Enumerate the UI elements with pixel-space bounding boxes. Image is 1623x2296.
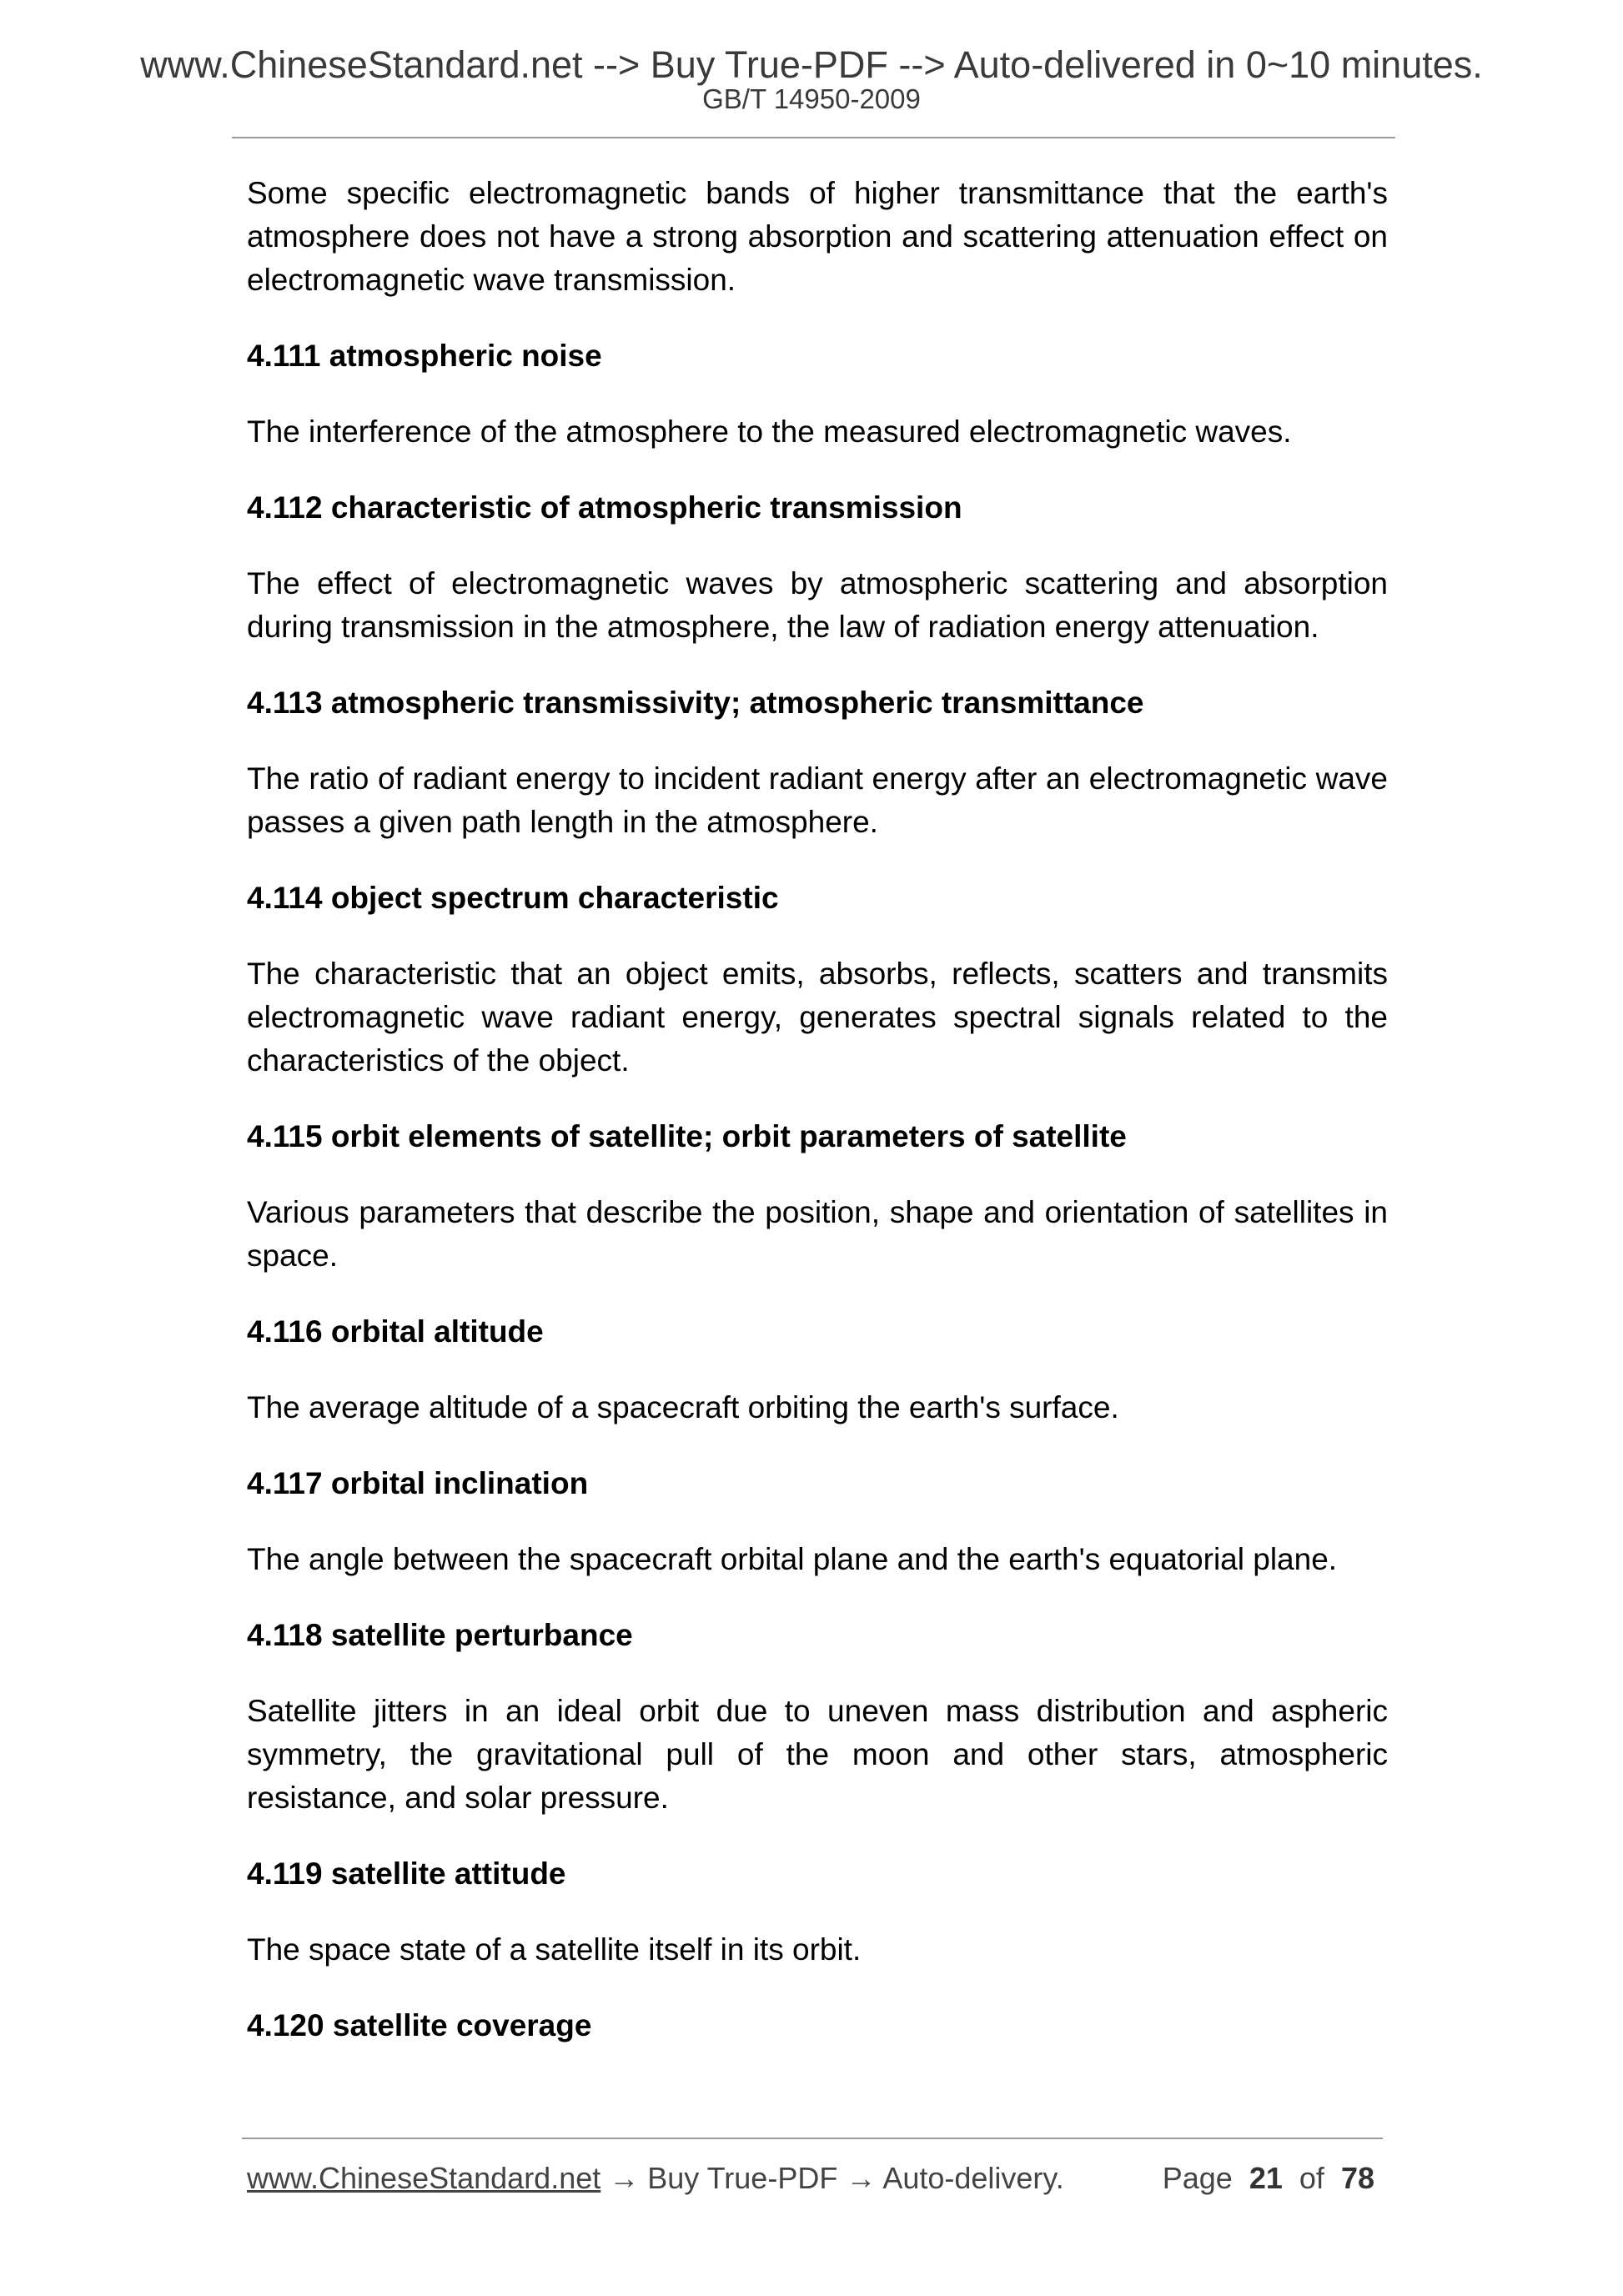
definition-paragraph: The effect of electromagnetic waves by atmospheric scattering and absorption during transmission in the atmosphere, the law of radiation energy attenuation. (247, 566, 1388, 644)
definition-paragraph: The ratio of radiant energy to incident radiant energy after an electromagnetic wave passes a given path length in the atmosphere. (247, 761, 1388, 839)
page-indicator (1163, 2160, 1374, 2197)
term-heading: 4.117 orbital inclination (247, 1466, 589, 1500)
term-heading: 4.113 atmospheric transmissivity; atmospheric transmittance (247, 686, 1144, 720)
definition-paragraph: Some specific electromagnetic bands of higher transmittance that the earth's atmosphere does not have a strong absorption and scattering attenuation effect on electromagnetic wave transmission. (247, 176, 1388, 297)
footer-divider (242, 2138, 1383, 2139)
standard-code: GB/T 14950-2009 (702, 83, 921, 114)
footer-promo (247, 2160, 1064, 2197)
term-heading: 4.116 orbital altitude (247, 1314, 544, 1349)
top-banner: www.ChineseStandard.net --> Buy True-PDF --> Auto-delivered in 0~10 minutes. (140, 43, 1483, 86)
page-total: 78 (1340, 2161, 1374, 2195)
document-body (247, 172, 1388, 2080)
definition-paragraph: The characteristic that an object emits, absorbs, reflects, scatters and transmits electromagnetic wave radiant energy, generates spectral signals related to the characteristics of the object. (247, 957, 1388, 1078)
page-current: 21 (1249, 2161, 1283, 2195)
term-heading: 4.119 satellite attitude (247, 1856, 566, 1891)
term-heading: 4.112 characteristic of atmospheric transmission (247, 490, 962, 525)
definition-paragraph: Satellite jitters in an ideal orbit due to uneven mass distribution and aspheric symmetry, the gravitational pull of the moon and other stars, atmospheric resistance, and solar pressure. (247, 1694, 1388, 1815)
definition-paragraph: The interference of the atmosphere to the measured electromagnetic waves. (247, 414, 1292, 449)
page-label: Page (1162, 2161, 1233, 2195)
term-heading: 4.120 satellite coverage (247, 2008, 592, 2042)
definition-paragraph: The angle between the spacecraft orbital plane and the earth's equatorial plane. (247, 1542, 1338, 1576)
term-heading: 4.114 object spectrum characteristic (247, 881, 779, 915)
term-heading: 4.118 satellite perturbance (247, 1618, 633, 1652)
page-of-label: of (1299, 2161, 1324, 2195)
definition-paragraph: The space state of a satellite itself in its orbit. (247, 1932, 862, 1967)
term-heading: 4.115 orbit elements of satellite; orbit parameters of satellite (247, 1119, 1127, 1153)
header-divider (232, 137, 1395, 138)
definition-paragraph: The average altitude of a spacecraft orbiting the earth's surface. (247, 1390, 1119, 1424)
footer-promo-text: → Buy True-PDF → Auto-delivery. (600, 2161, 1064, 2195)
definition-paragraph: Various parameters that describe the position, shape and orientation of satellites in space. (247, 1195, 1388, 1273)
footer-website-link[interactable]: www.ChineseStandard.net (247, 2161, 601, 2195)
term-heading: 4.111 atmospheric noise (247, 339, 602, 373)
